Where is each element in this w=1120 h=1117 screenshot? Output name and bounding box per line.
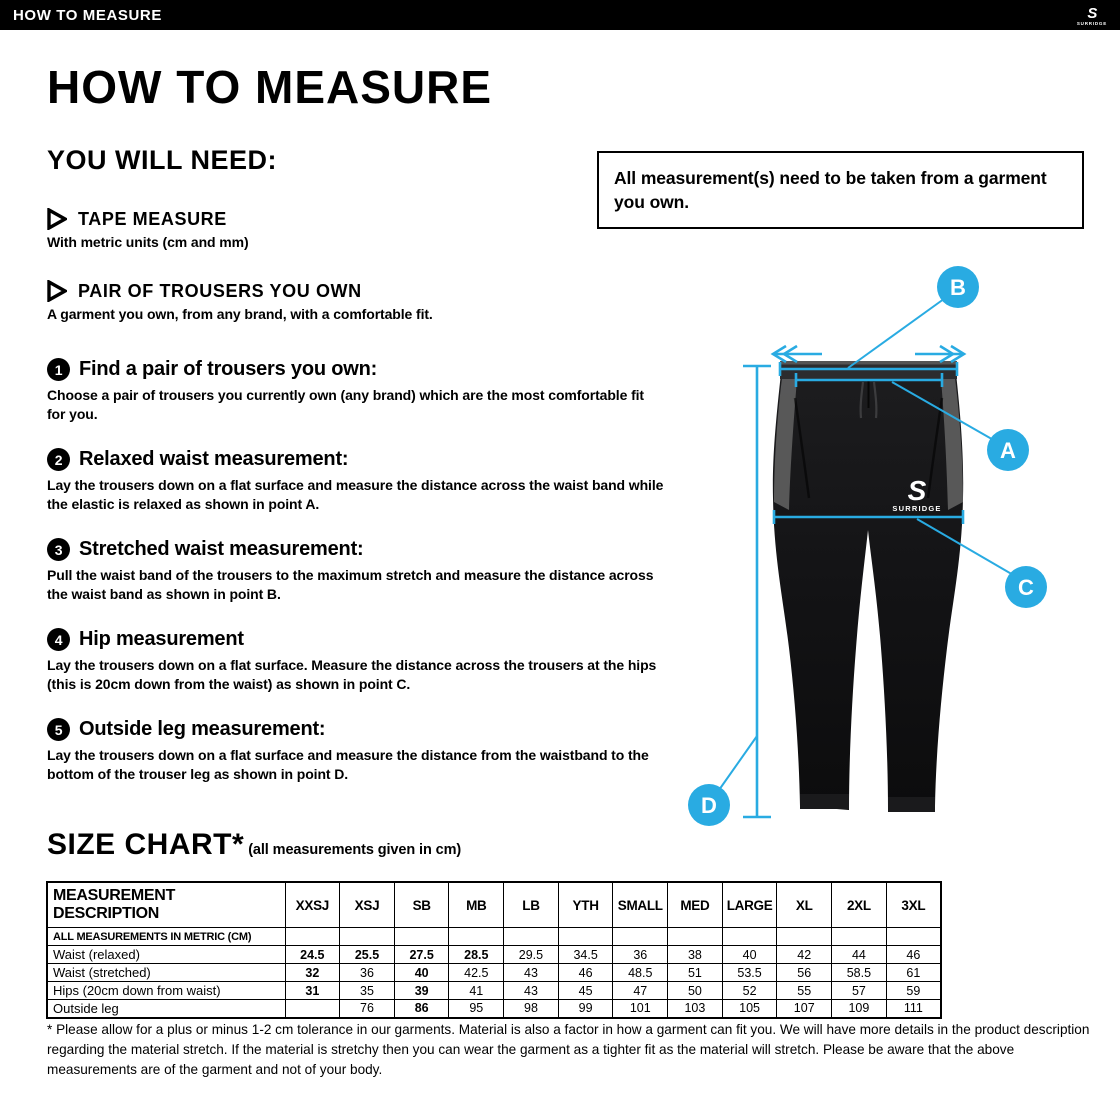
empty-cell [340, 928, 395, 946]
measurement-value: 76 [340, 1000, 395, 1018]
measurement-value: 52 [722, 982, 777, 1000]
measurement-value: 105 [722, 1000, 777, 1018]
surridge-logo [1077, 3, 1107, 27]
step-number-badge: 3 [47, 538, 70, 561]
measurement-value: 101 [613, 1000, 668, 1018]
measurement-value: 53.5 [722, 964, 777, 982]
measurement-value: 46 [558, 964, 613, 982]
step-4 [47, 628, 665, 694]
measurement-label: Hips (20cm down from waist) [47, 982, 285, 1000]
step-body: Lay the trousers down on a flat surface and measure the distance across the waist band while the elastic is relaxed as shown in point A. [47, 477, 664, 513]
empty-cell [668, 928, 723, 946]
step-number-badge: 5 [47, 718, 70, 741]
column-header: SB [394, 882, 449, 928]
measurement-value: 109 [832, 1000, 887, 1018]
step-number-badge: 1 [47, 358, 70, 381]
top-bar-title: HOW TO MEASURE [13, 6, 162, 24]
step-title: Hip measurement [79, 628, 244, 651]
measurement-value: 58.5 [832, 964, 887, 982]
table-subheader-label: ALL MEASUREMENTS IN METRIC (CM) [47, 928, 285, 946]
measurement-value: 56 [777, 964, 832, 982]
triangle-bullet-icon [47, 280, 67, 302]
measurement-value: 40 [722, 946, 777, 964]
table-row [47, 946, 941, 964]
measurement-value: 36 [340, 964, 395, 982]
measurement-value: 95 [449, 1000, 504, 1018]
trousers-measurement-diagram [685, 258, 1085, 858]
point-c-label: C [1018, 575, 1034, 600]
step-title: Relaxed waist measurement: [79, 448, 349, 471]
column-header: XL [777, 882, 832, 928]
measurement-value: 47 [613, 982, 668, 1000]
measurement-value [285, 1000, 340, 1018]
column-header: MB [449, 882, 504, 928]
garment-logo-s-icon: S [907, 475, 927, 506]
measurement-value: 51 [668, 964, 723, 982]
column-header: LARGE [722, 882, 777, 928]
empty-cell [285, 928, 340, 946]
measurement-value: 29.5 [504, 946, 559, 964]
need-item-tape-measure [47, 208, 249, 250]
measurement-note-box [597, 151, 1084, 229]
column-header: MEASUREMENT DESCRIPTION [47, 882, 285, 928]
step-title: Outside leg measurement: [79, 718, 326, 741]
you-will-need-heading: YOU WILL NEED: [47, 145, 278, 175]
surridge-logo-text: SURRIDGE [1076, 21, 1107, 27]
measurement-value: 46 [886, 946, 941, 964]
trousers-body [773, 364, 963, 810]
empty-cell [777, 928, 832, 946]
column-header: XXSJ [285, 882, 340, 928]
measurement-label: Waist (relaxed) [47, 946, 285, 964]
measurement-value: 35 [340, 982, 395, 1000]
measurement-value: 42.5 [449, 964, 504, 982]
measurement-value: 44 [832, 946, 887, 964]
measurement-value: 43 [504, 982, 559, 1000]
step-3 [47, 538, 665, 604]
measurement-value: 45 [558, 982, 613, 1000]
measurement-value: 36 [613, 946, 668, 964]
measurement-value: 61 [886, 964, 941, 982]
step-2 [47, 448, 665, 514]
step-number-badge: 4 [47, 628, 70, 651]
step-body: Lay the trousers down on a flat surface and measure the distance from the waistband to the bottom of the trouser leg as shown in point D. [47, 747, 649, 783]
step-title: Stretched waist measurement: [79, 538, 364, 561]
measurement-value: 57 [832, 982, 887, 1000]
measurement-value: 34.5 [558, 946, 613, 964]
size-chart-title: SIZE CHART* [47, 828, 245, 861]
point-d-label: D [701, 793, 717, 818]
empty-cell [394, 928, 449, 946]
measurement-value: 38 [668, 946, 723, 964]
measurement-value: 98 [504, 1000, 559, 1018]
step-body: Choose a pair of trousers you currently own (any brand) which are the most comfortable fit for you. [47, 387, 644, 423]
column-header: XSJ [340, 882, 395, 928]
measurement-value: 24.5 [285, 946, 340, 964]
measurement-value: 25.5 [340, 946, 395, 964]
need-item-desc: With metric units (cm and mm) [47, 234, 249, 250]
need-item-trousers [47, 280, 433, 322]
cuff-left [800, 794, 849, 809]
empty-cell [886, 928, 941, 946]
triangle-bullet-icon [47, 208, 67, 230]
steps-list [47, 358, 665, 808]
measurement-value: 32 [285, 964, 340, 982]
garment-logo-text: SURRIDGE [892, 504, 942, 513]
measurement-value: 86 [394, 1000, 449, 1018]
measurement-note-text: All measurement(s) need to be taken from a garment you own. [614, 168, 1047, 213]
measurement-value: 99 [558, 1000, 613, 1018]
table-row [47, 982, 941, 1000]
top-bar [0, 0, 1120, 30]
table-header-row [47, 882, 941, 928]
empty-cell [449, 928, 504, 946]
column-header: SMALL [613, 882, 668, 928]
point-a-label: A [1000, 438, 1016, 463]
step-5 [47, 718, 665, 784]
measurement-value: 42 [777, 946, 832, 964]
step-title: Find a pair of trousers you own: [79, 358, 378, 380]
cuff-right [888, 797, 935, 812]
surridge-s-icon: S [1087, 5, 1097, 23]
empty-cell [504, 928, 559, 946]
measurement-value: 28.5 [449, 946, 504, 964]
measurement-value: 55 [777, 982, 832, 1000]
measurement-value: 40 [394, 964, 449, 982]
table-row [47, 964, 941, 982]
table-row [47, 1000, 941, 1018]
column-header: 2XL [832, 882, 887, 928]
measurement-label: Outside leg [47, 1000, 285, 1018]
waistband-top-edge [780, 361, 957, 365]
measurement-value: 50 [668, 982, 723, 1000]
need-item-desc: A garment you own, from any brand, with a comfortable fit. [47, 306, 433, 322]
step-number-badge: 2 [47, 448, 70, 471]
measurement-value: 59 [886, 982, 941, 1000]
tolerance-footnote: * Please allow for a plus or minus 1-2 cm tolerance in our garments. Material is also a factor in how a garment can fit you. We will have more details in the product description regarding the material stretch. If the material is stretchy then you can wear the garment as a tighter fit as the material will stretch. Please be aware that the above measurements are of the garment and not of your body. [47, 1022, 1090, 1078]
page-title: HOW TO MEASURE [47, 61, 493, 113]
table-subheader-row [47, 928, 941, 946]
column-header: YTH [558, 882, 613, 928]
empty-cell [722, 928, 777, 946]
need-item-title-row [47, 208, 249, 230]
column-header: MED [668, 882, 723, 928]
size-chart-heading [47, 828, 461, 862]
step-1 [47, 358, 665, 424]
step-body: Lay the trousers down on a flat surface. Measure the distance across the trousers at the hips (this is 20cm down from the waist) as shown in point C. [47, 657, 657, 693]
measurement-label: Waist (stretched) [47, 964, 285, 982]
trousers-illustration [685, 258, 1085, 858]
measurement-value: 39 [394, 982, 449, 1000]
need-item-title-row [47, 280, 433, 302]
size-chart-table [46, 881, 942, 1019]
need-item-title: TAPE MEASURE [78, 208, 227, 229]
measurement-value: 111 [886, 1000, 941, 1018]
point-b-label: B [950, 275, 966, 300]
measurement-value: 43 [504, 964, 559, 982]
column-header: 3XL [886, 882, 941, 928]
measurement-value: 41 [449, 982, 504, 1000]
measurement-value: 31 [285, 982, 340, 1000]
measurement-value: 48.5 [613, 964, 668, 982]
need-item-title: PAIR OF TROUSERS YOU OWN [78, 280, 362, 301]
column-header: LB [504, 882, 559, 928]
size-chart-subtitle: (all measurements given in cm) [248, 842, 462, 858]
point-labels [688, 266, 1047, 826]
measurement-value: 103 [668, 1000, 723, 1018]
measurement-value: 27.5 [394, 946, 449, 964]
empty-cell [613, 928, 668, 946]
step-body: Pull the waist band of the trousers to the maximum stretch and measure the distance across the waist band as shown in point B. [47, 567, 654, 603]
empty-cell [558, 928, 613, 946]
measurement-value: 107 [777, 1000, 832, 1018]
empty-cell [832, 928, 887, 946]
